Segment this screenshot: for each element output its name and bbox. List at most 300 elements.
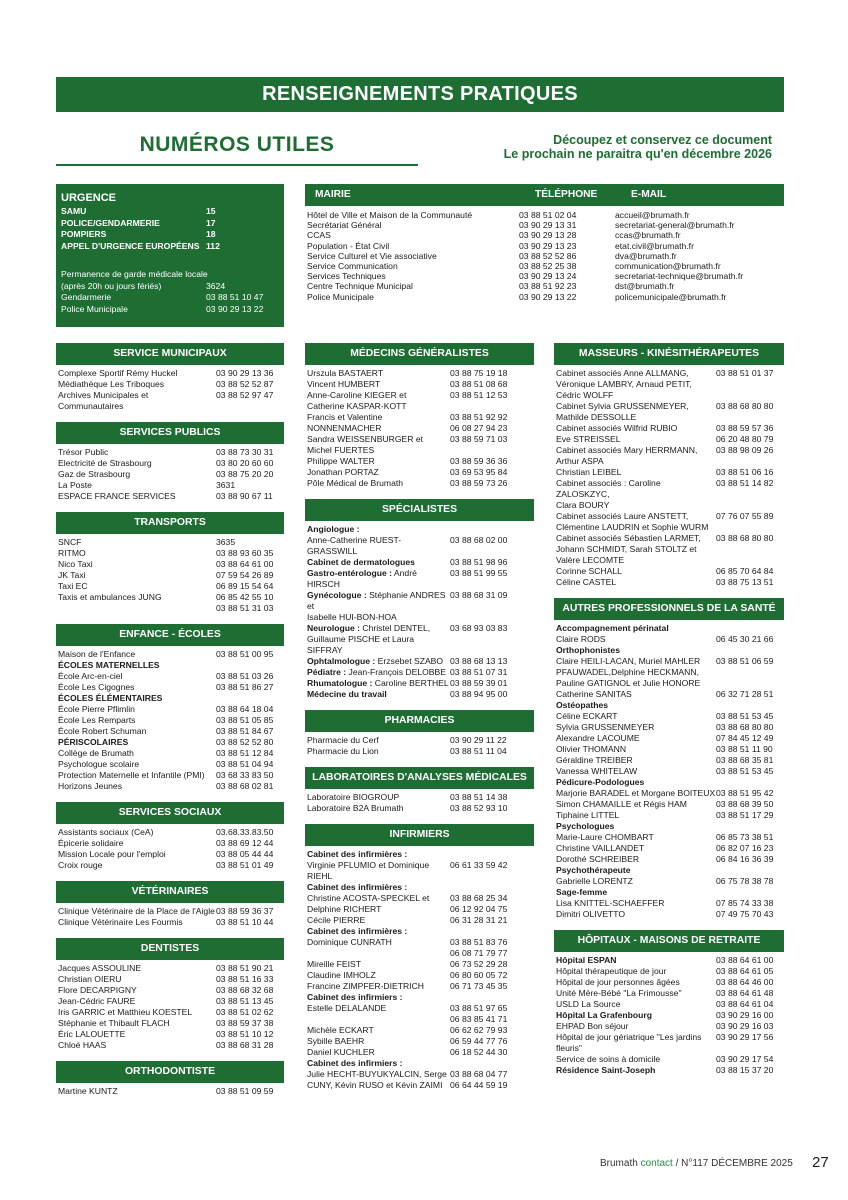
- entry-phone: 03 88 51 00 95: [216, 649, 274, 659]
- entry-label: Claudine IMHOLZ: [307, 970, 376, 980]
- entry-name: [58, 827, 154, 838]
- entry-label: Marie-Laure CHOMBART: [556, 832, 654, 842]
- entry-label: Gaz de Strasbourg: [58, 469, 131, 479]
- mairie-phone: 03 90 29 13 22: [519, 291, 577, 302]
- section-box: [56, 624, 284, 792]
- section-body: [56, 365, 284, 412]
- entry-phone: 03 88 51 02 62: [216, 1007, 274, 1017]
- entry-label: Stéphanie ANDRES et Isabelle HUI-BON-HOA: [307, 590, 446, 622]
- entry-subheading: Psychologues: [556, 821, 615, 831]
- entry-name: [556, 467, 621, 478]
- entry-row: [307, 882, 532, 893]
- entry-phone: 03 88 51 12 84: [216, 748, 274, 758]
- entry-subheading: Psychothérapeute: [556, 865, 631, 875]
- entry-name: [58, 1029, 125, 1040]
- entry-name: [556, 1021, 628, 1032]
- column-left: [56, 343, 284, 1107]
- entry-label: Stéphanie et Thibault FLACH: [58, 1018, 170, 1028]
- mairie-phone: 03 88 51 92 23: [519, 281, 577, 292]
- section-header: TRANSPORTS: [56, 512, 284, 534]
- entry-label: Cécile PIERRE: [307, 915, 366, 925]
- entry-row: [556, 467, 782, 478]
- entry-name: [556, 788, 715, 799]
- urgence-phone: 15: [206, 206, 216, 216]
- entry-label: La Poste: [58, 480, 92, 490]
- entry-label: Trésor Public: [58, 447, 109, 457]
- entry-name: [58, 759, 139, 770]
- entry-phone: 03 90 29 16 00: [716, 1010, 774, 1020]
- entry-phone: 03 88 51 05 85: [216, 715, 274, 725]
- entry-phone: 06 82 07 16 23: [716, 843, 774, 853]
- entry-row: [58, 447, 282, 458]
- entry-row: [556, 832, 782, 843]
- entry-phone: 03 88 51 53 45: [716, 766, 774, 776]
- entry-name: [307, 656, 443, 667]
- section-box: [305, 710, 534, 757]
- entry-row: [307, 524, 532, 535]
- entry-name: [58, 996, 135, 1007]
- entry-name: [556, 744, 626, 755]
- entry-subheading: ÉCOLES ÉLÉMENTAIRES: [58, 693, 163, 703]
- entry-phone: [216, 693, 282, 704]
- mairie-email: dva@brumath.fr: [615, 250, 677, 261]
- entry-row: [307, 412, 532, 434]
- entry-row: [58, 781, 282, 792]
- entry-name: [307, 860, 450, 882]
- entry-name: [58, 860, 102, 871]
- page-banner: RENSEIGNEMENTS PRATIQUES: [56, 77, 784, 112]
- entry-label: Erzsebet SZABO: [375, 656, 444, 666]
- entry-row: [58, 849, 282, 860]
- entry-label: Cabinet associés Wilfrid RUBIO: [556, 423, 678, 433]
- mairie-email: dst@brumath.fr: [615, 281, 675, 292]
- section-body: [56, 903, 284, 928]
- entry-specialty: Neurologue :: [307, 623, 360, 633]
- entry-label: Cabinet associés Mary HERRMANN, Arthur ASPA: [556, 445, 698, 466]
- entry-label: Nico Taxi: [58, 559, 93, 569]
- entry-phone: 07 49 75 70 43: [716, 909, 774, 919]
- entry-row: [556, 733, 782, 744]
- entry-name: [58, 1040, 106, 1051]
- entry-name: [556, 634, 606, 645]
- entry-name: [58, 390, 216, 412]
- urgence-name: APPEL D'URGENCE EUROPÉENS: [61, 240, 200, 251]
- entry-subheading: Cabinet des infirmières :: [307, 882, 408, 892]
- entry-name: [307, 882, 407, 893]
- entry-label: Chloé HAAS: [58, 1040, 107, 1050]
- section-box: [56, 881, 284, 928]
- entry-label: Christian OIERU: [58, 974, 122, 984]
- entry-subheading: Hôpital La Grafenbourg: [556, 1010, 652, 1020]
- mairie-col-email: E-MAIL: [631, 189, 667, 200]
- section-body: [56, 534, 284, 614]
- entry-label: Psychologue scolaire: [58, 759, 140, 769]
- entry-name: [58, 1018, 170, 1029]
- entry-row: [307, 689, 532, 700]
- entry-phone: 06 18 52 44 30: [450, 1047, 508, 1057]
- entry-phone: 03 88 51 97 65 06 83 85 41 71: [450, 1003, 508, 1024]
- entry-phone: 03 88 64 61 00: [216, 559, 274, 569]
- entry-name: [307, 689, 387, 700]
- entry-phone: 06 32 71 28 51: [716, 689, 774, 699]
- entry-row: [307, 1069, 532, 1091]
- mairie-row: [305, 271, 784, 281]
- entry-row: [58, 996, 282, 1007]
- entry-subheading: Résidence Saint-Joseph: [556, 1065, 656, 1075]
- entry-label: Anne-Caroline KIEGER et Catherine KASPAR-KOTT: [307, 390, 407, 411]
- cut-note-line1: Découpez et conservez ce document: [553, 133, 772, 147]
- entry-label: Pôle Médical de Brumath: [307, 478, 404, 488]
- entry-specialty: Pédiatre :: [307, 667, 347, 677]
- footer-credit: [600, 1158, 793, 1169]
- entry-row: [307, 535, 532, 557]
- entry-phone: 03 88 51 08 68: [450, 379, 508, 389]
- entry-name: [58, 491, 176, 502]
- section-body: [554, 952, 784, 1076]
- entry-name: [307, 535, 450, 557]
- mairie-name: Police Municipale: [307, 291, 374, 302]
- entry-label: Dominique CUNRATH: [307, 937, 392, 947]
- entry-name: [556, 733, 640, 744]
- entry-phone: 3631: [216, 480, 236, 490]
- entry-row: [556, 645, 782, 656]
- entry-label: Anne-Catherine RUEST-GRASSWILL: [307, 535, 402, 556]
- entry-phone: 03 88 51 84 67: [216, 726, 274, 736]
- entry-name: [58, 917, 183, 928]
- entry-phone: 03.68.33.83.50: [216, 827, 274, 837]
- entry-label: Hôpital de jour personnes âgées: [556, 977, 680, 987]
- entry-row: [58, 480, 282, 491]
- entry-row: [58, 759, 282, 770]
- entry-name: [556, 876, 633, 887]
- entry-label: Michèle ECKART: [307, 1025, 374, 1035]
- entry-row: [307, 792, 532, 803]
- entry-phone: 03 88 51 98 96: [450, 557, 508, 567]
- section-header: SERVICES PUBLICS: [56, 422, 284, 444]
- entry-phone: 03 88 68 35 81: [716, 755, 774, 765]
- urgence-name: Police Municipale: [61, 303, 128, 314]
- entry-phone: 03 88 52 52 80: [216, 737, 274, 747]
- entry-row: [307, 590, 532, 623]
- entry-row: [307, 1058, 532, 1069]
- entry-phone: 03 88 51 11 90: [716, 744, 773, 754]
- section-body: [56, 1083, 284, 1097]
- entry-name: [58, 693, 162, 704]
- mairie-row: [305, 241, 784, 251]
- entry-phone: 03 88 68 02 00: [450, 535, 508, 545]
- entry-phone: 07 85 74 33 38: [716, 898, 774, 908]
- entry-phone: 03 88 93 60 35: [216, 548, 274, 558]
- entry-phone: 03 88 75 20 20: [216, 469, 274, 479]
- entry-label: Épicerie solidaire: [58, 838, 124, 848]
- entry-name: [307, 412, 450, 434]
- entry-label: Sylvia GRUSSENMEYER: [556, 722, 655, 732]
- section-header: MÉDECINS GÉNÉRALISTES: [305, 343, 534, 365]
- entry-phone: 03 88 51 83 76 06 08 71 79 77: [450, 937, 508, 958]
- entry-name: [307, 379, 380, 390]
- entry-name: [307, 792, 399, 803]
- entry-name: [556, 722, 654, 733]
- entry-name: [556, 799, 687, 810]
- entry-row: [307, 434, 532, 456]
- entry-label: Horizons Jeunes: [58, 781, 123, 791]
- entry-label: Julie HECHT-BUYUKYALCIN, Serge CUNY, Kévin RUSO et Kévin ZAIMI: [307, 1069, 447, 1090]
- entry-phone: 03 88 51 07 31: [450, 667, 508, 677]
- entry-name: [307, 735, 379, 746]
- entry-label: RITMO: [58, 548, 86, 558]
- entry-label: Cabinet associés Sébastien LARMET, Johann SCHMIDT, Sarah STOLTZ et Valère LECOMTE: [556, 533, 701, 565]
- section-header: PHARMACIES: [305, 710, 534, 732]
- entry-name: [556, 711, 617, 722]
- entry-label: EHPAD Bon séjour: [556, 1021, 629, 1031]
- entry-label: Christine ACOSTA-SPECKEL et Delphine RICHERT: [307, 893, 430, 914]
- footer-brand: Brumath: [600, 1158, 641, 1169]
- mairie-phone: 03 90 29 13 31: [519, 220, 577, 231]
- entry-row: [556, 799, 782, 810]
- entry-row: [58, 1040, 282, 1051]
- entry-name: [556, 1010, 652, 1021]
- entry-row: [307, 860, 532, 882]
- entry-row: [556, 966, 782, 977]
- entry-phone: 03 88 51 06 16: [716, 467, 774, 477]
- entry-row: [58, 1018, 282, 1029]
- entry-phone: 03 88 68 04 77 06 64 44 59 19: [450, 1069, 508, 1090]
- entry-label: Hôpital de jour gériatrique "Les jardins fleuris": [556, 1032, 702, 1053]
- entry-row: [58, 770, 282, 781]
- entry-row: [58, 693, 282, 704]
- mairie-phone: 03 90 29 13 23: [519, 240, 577, 251]
- entry-phone: 03 88 68 13 13: [450, 656, 508, 666]
- section-box: [56, 422, 284, 502]
- entry-row: [556, 533, 782, 566]
- mairie-table: [305, 184, 784, 302]
- entry-label: Dimitri OLIVETTO: [556, 909, 626, 919]
- entry-label: Tiphaine LITTEL: [556, 810, 620, 820]
- entry-phone: 03 88 51 06 59: [716, 656, 774, 666]
- entry-name: [58, 906, 215, 917]
- entry-phone: 03 88 51 86 27: [216, 682, 274, 692]
- entry-phone: 06 84 16 36 39: [716, 854, 774, 864]
- entry-phone: 03 90 29 13 36: [216, 368, 274, 378]
- entry-row: [556, 843, 782, 854]
- entry-row: [58, 715, 282, 726]
- entry-name: [307, 467, 379, 478]
- entry-row: [307, 746, 532, 757]
- entry-label: André HIRSCH: [307, 568, 417, 589]
- entry-row: [307, 1025, 532, 1036]
- entry-label: Estelle DELALANDE: [307, 1003, 387, 1013]
- entry-label: Archives Municipales et Communautaires: [58, 390, 149, 411]
- section-header: DENTISTES: [56, 938, 284, 960]
- mairie-name: Centre Technique Municipal: [307, 281, 413, 292]
- section-body: [56, 824, 284, 871]
- entry-subheading: Ostéopathes: [556, 700, 609, 710]
- entry-phone: 06 75 78 38 78: [716, 876, 774, 886]
- entry-row: [58, 491, 282, 502]
- mairie-email: communication@brumath.fr: [615, 261, 721, 272]
- entry-phone: 06 31 28 31 21: [450, 915, 508, 925]
- entry-row: [307, 568, 532, 590]
- entry-phone: [716, 821, 782, 832]
- entry-row: [307, 959, 532, 970]
- entry-phone: 03 88 75 19 18: [450, 368, 508, 378]
- entry-phone: 03 88 68 39 50: [716, 799, 774, 809]
- entry-phone: 03 68 33 83 50: [216, 770, 274, 780]
- entry-phone: 03 88 51 92 92 06 08 27 94 23: [450, 412, 508, 433]
- entry-subheading: Cabinet des infirmiers :: [307, 992, 403, 1002]
- entry-name: [556, 689, 632, 700]
- section-body: [554, 620, 784, 920]
- entry-name: [307, 937, 392, 959]
- entry-phone: 03 88 59 36 36: [450, 456, 508, 466]
- entry-label: SNCF: [58, 537, 82, 547]
- entry-label: Jean-François DELOBBE: [346, 667, 446, 677]
- entry-name: [307, 1003, 386, 1025]
- entry-phone: [216, 660, 282, 671]
- mairie-row: [305, 281, 784, 291]
- entry-row: [307, 1047, 532, 1058]
- entry-phone: [716, 777, 782, 788]
- entry-row: [307, 849, 532, 860]
- entry-phone: 03 88 51 04 94: [216, 759, 274, 769]
- entry-label: Mission Locale pour l'emploi: [58, 849, 166, 859]
- entry-name: [307, 623, 450, 656]
- entry-name: [307, 803, 404, 814]
- entry-phone: 03 88 64 61 00: [716, 955, 774, 965]
- entry-label: Clinique Vétérinaire Les Fourmis: [58, 917, 183, 927]
- entry-label: Alexandre LACOUME: [556, 733, 640, 743]
- entry-phone: 03 88 68 80 80: [716, 533, 774, 543]
- entry-label: Simon CHAMAILLE et Régis HAM: [556, 799, 687, 809]
- entry-label: Iris GARRIC et Matthieu KOESTEL: [58, 1007, 193, 1017]
- entry-label: Virginie PFLUMIO et Dominique RIEHL: [307, 860, 430, 881]
- entry-phone: 07 76 07 55 89: [716, 511, 774, 521]
- entry-phone: 03 88 51 09 59: [216, 1086, 274, 1096]
- entry-row: [58, 379, 282, 390]
- entry-phone: 03 88 51 99 55: [450, 568, 508, 578]
- entry-row: [58, 559, 282, 570]
- entry-label: Jean-Cédric FAURE: [58, 996, 136, 1006]
- entry-label: USLD La Source: [556, 999, 621, 1009]
- entry-subheading: Angiologue :: [307, 524, 360, 534]
- entry-name: [307, 590, 450, 623]
- entry-row: [556, 955, 782, 966]
- entry-phone: 03 88 51 95 42: [716, 788, 774, 798]
- entry-row: [58, 649, 282, 660]
- entry-phone: 03 68 93 03 83: [450, 623, 508, 633]
- entry-row: [556, 777, 782, 788]
- entry-subheading: Hôpital ESPAN: [556, 955, 617, 965]
- entry-label: Catherine SANITAS: [556, 689, 632, 699]
- entry-name: [556, 887, 607, 898]
- entry-phone: 03 88 51 03 26: [216, 671, 274, 681]
- mairie-phone: 03 88 52 25 38: [519, 261, 577, 272]
- entry-label: Christel DENTEL, Guillaume PISCHE et Laura SIFFRAY: [307, 623, 431, 655]
- entry-phone: 03 88 51 14 38: [450, 792, 508, 802]
- entry-label: JK Taxi: [58, 570, 86, 580]
- title-underline: [56, 164, 418, 166]
- entry-label: Laboratoire BIOGROUP: [307, 792, 400, 802]
- entry-specialty: Ophtalmologue :: [307, 656, 376, 666]
- entry-subheading: Cabinet des infirmiers :: [307, 1058, 403, 1068]
- column-middle: [305, 343, 534, 1101]
- entry-row: [58, 1086, 282, 1097]
- mairie-email: accueil@brumath.fr: [615, 210, 690, 220]
- section-header: INFIRMIERS: [305, 824, 534, 846]
- mairie-name: Secrétariat Général: [307, 220, 382, 231]
- entry-name: [307, 893, 429, 915]
- entry-phone: 03 88 51 16 33: [216, 974, 274, 984]
- entry-subheading: Cabinet de dermatologues: [307, 557, 415, 567]
- entry-name: [58, 537, 81, 548]
- entry-row: [58, 985, 282, 996]
- entry-name: [307, 970, 376, 981]
- entry-name: [556, 1065, 655, 1076]
- entry-name: [58, 480, 92, 491]
- entry-name: [58, 781, 122, 792]
- mairie-row: [305, 261, 784, 271]
- entry-name: [556, 478, 716, 511]
- entry-row: [307, 656, 532, 667]
- mairie-email: policemunicipale@brumath.fr: [615, 291, 727, 302]
- entry-name: [556, 966, 666, 977]
- entry-name: [58, 974, 122, 985]
- entry-phone: [450, 882, 532, 893]
- section-body: [56, 444, 284, 502]
- entry-phone: 03 88 51 01 49: [216, 860, 274, 870]
- entry-name: [307, 368, 383, 379]
- entry-name: [556, 401, 689, 423]
- entry-label: Protection Maternelle et Infantile (PMI): [58, 770, 205, 780]
- entry-label: Francine ZIMPFER-DIETRICH: [307, 981, 424, 991]
- section-header: HÔPITAUX - MAISONS DE RETRAITE: [554, 930, 784, 952]
- entry-phone: 03 88 51 12 53: [450, 390, 508, 400]
- mairie-email: secretariat-general@brumath.fr: [615, 220, 735, 231]
- entry-row: [556, 999, 782, 1010]
- entry-name: [58, 469, 130, 480]
- entry-label: Géraldine TREIBER: [556, 755, 633, 765]
- entry-label: Collège de Brumath: [58, 748, 134, 758]
- entry-row: [556, 854, 782, 865]
- entry-phone: 03 88 68 31 09: [450, 590, 508, 600]
- entry-name: [58, 748, 134, 759]
- entry-label: Maison de l'Enfance: [58, 649, 136, 659]
- urgence-name: Gendarmerie: [61, 292, 112, 302]
- entry-phone: 03 88 64 61 04: [716, 999, 774, 1009]
- entry-label: Mireille FEIST: [307, 959, 361, 969]
- urgence-phone: 18: [206, 229, 216, 239]
- entry-label: École Pierre Pflimlin: [58, 704, 135, 714]
- entry-phone: 03 88 68 25 34 06 12 92 04 75: [450, 893, 508, 914]
- entry-phone: 06 71 73 45 35: [450, 981, 508, 991]
- entry-name: [556, 810, 619, 821]
- entry-name: [307, 667, 446, 678]
- entry-name: [58, 704, 135, 715]
- entry-row: [58, 469, 282, 480]
- entry-phone: 03 88 98 09 26: [716, 445, 774, 455]
- entry-name: [556, 423, 677, 434]
- entry-name: [556, 909, 625, 920]
- urgence-row: [61, 206, 276, 218]
- entry-phone: [450, 1058, 532, 1069]
- entry-row: [556, 434, 782, 445]
- entry-name: [556, 645, 620, 656]
- entry-name: [556, 766, 637, 777]
- section-header: SPÉCIALISTES: [305, 499, 534, 521]
- entry-label: Pharmacie du Cerf: [307, 735, 379, 745]
- entry-name: [556, 854, 639, 865]
- entry-row: [556, 689, 782, 700]
